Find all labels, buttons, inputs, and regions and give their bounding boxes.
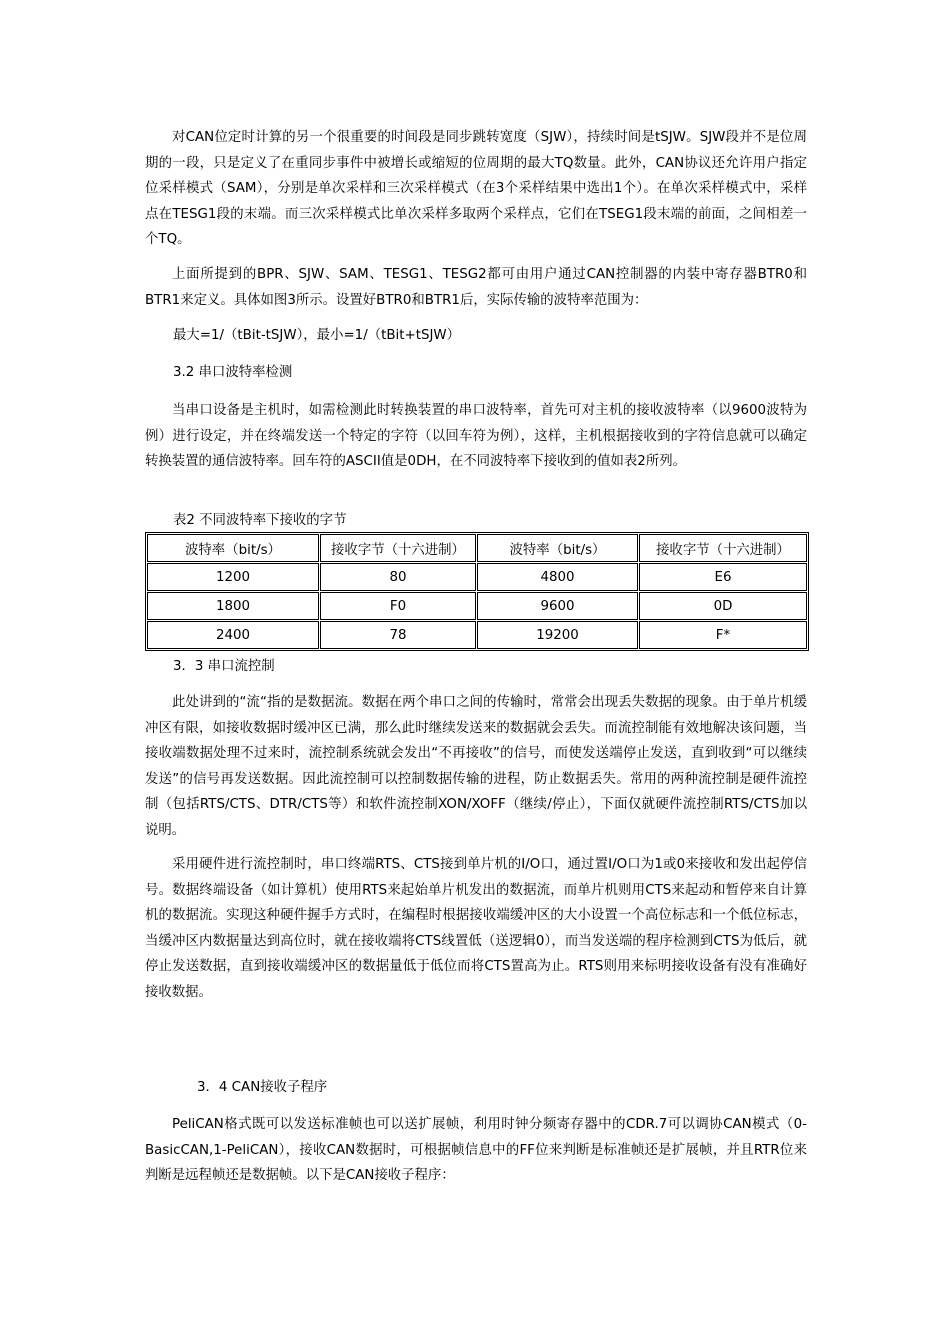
paragraph-can-receive: PeliCAN格式既可以发送标准帧也可以送扩展帧，利用时钟分频寄存器中的CDR.7可以调协CAN模式（0-BasicCAN,1-PeliCAN），接收CAN数据时，可根据帧信息中的FF位来判断是标准帧还是扩展帧，并且RTR位来判断是远程帧还是数据帧。以下是CAN接收子程序：	[145, 1117, 807, 1183]
baud-table	[145, 532, 809, 651]
table-row	[147, 563, 807, 591]
table-cell: 1800	[147, 592, 319, 620]
table-header-cell: 波特率（bit/s）	[477, 534, 638, 562]
paragraph-btr: 上面所提到的BPR、SJW、SAM、TESG1、TESG2都可由用户通过CAN控制器的内装中寄存器BTR0和BTR1来定义。具体如图3所示。设置好BTR0和BTR1后，实际传输的波特率范围为：	[145, 267, 807, 308]
paragraph-baud-detect: 当串口设备是主机时，如需检测此时转换装置的串口波特率，首先可对主机的接收波特率（以9600波特为例）进行设定，并在终端发送一个特定的字符（以回车符为例），这样，主机根据接收到的字符信息就可以确定转换装置的通信波特率。回车符的ASCII值是0DH，在不同波特率下接收到的值如表2所列。	[145, 403, 807, 469]
heading-3-4: 3．4 CAN接收子程序	[197, 1080, 328, 1095]
table-caption: 表2 不同波特率下接收的字节	[173, 513, 347, 528]
table-cell: 0D	[639, 592, 807, 620]
paragraph-sjw: 对CAN位定时计算的另一个很重要的时间段是同步跳转宽度（SJW），持续时间是tSJW。SJW段并不是位周期的一段，只是定义了在重同步事件中被增长或缩短的位周期的最大TQ数量。此外，CAN协议还允许用户指定位采样模式（SAM），分别是单次采样和三次采样模式（在3个采样结果中选出1个）。在单次采样模式中，采样点在TESG1段的末端。而三次采样模式比单次采样多取两个采样点，它们在TSEG1段末端的前面，之间相差一个TQ。	[145, 130, 807, 247]
table-cell: 78	[320, 621, 476, 649]
heading-3-3: 3．3 串口流控制	[173, 659, 275, 674]
table-cell: 80	[320, 563, 476, 591]
table-header-row	[147, 534, 807, 562]
table-cell: 9600	[477, 592, 638, 620]
heading-3-2: 3.2 串口波特率检测	[173, 365, 293, 380]
table-cell: 4800	[477, 563, 638, 591]
table-cell: 2400	[147, 621, 319, 649]
table-row	[147, 621, 807, 649]
table-cell: 1200	[147, 563, 319, 591]
table-cell: 19200	[477, 621, 638, 649]
formula-baud-range: 最大=1/（tBit-tSJW），最小=1/（tBit+tSJW）	[173, 328, 461, 343]
table-cell: E6	[639, 563, 807, 591]
table-cell: F0	[320, 592, 476, 620]
table-row	[147, 592, 807, 620]
table-header-cell: 接收字节（十六进制）	[639, 534, 807, 562]
paragraph-flow-control: 此处讲到的“流“指的是数据流。数据在两个串口之间的传输时，常常会出现丢失数据的现象。由于单片机缓冲区有限，如接收数据时缓冲区已满，那么此时继续发送来的数据就会丢失。而流控制能有效地解决该问题，当接收端数据处理不过来时，流控制系统就会发出“不再接收”的信号，而使发送端停止发送，直到收到“可以继续发送”的信号再发送数据。因此流控制可以控制数据传输的进程，防止数据丢失。常用的两种流控制是硬件流控制（包括RTS/CTS、DTR/CTS等）和软件流控制XON/XOFF（继续/停止），下面仅就硬件流控制RTS/CTS加以说明。	[145, 695, 807, 838]
paragraph-hardware-flow: 采用硬件进行流控制时，串口终端RTS、CTS接到单片机的I/O口，通过置I/O口为1或0来接收和发出起停信号。数据终端设备（如计算机）使用RTS来起始单片机发出的数据流，而单片机则用CTS来起动和暂停来自计算机的数据流。实现这种硬件握手方式时，在编程时根据接收端缓冲区的大小设置一个高位标志和一个低位标志，当缓冲区内数据量达到高位时，就在接收端将CTS线置低（送逻辑0），而当发送端的程序检测到CTS为低后，就停止发送数据，直到接收端缓冲区的数据量低于低位而将CTS置高为止。RTS则用来标明接收设备有没有准确好接收数据。	[145, 857, 807, 1000]
table-header-cell: 波特率（bit/s）	[147, 534, 319, 562]
table-cell: F*	[639, 621, 807, 649]
table-header-cell: 接收字节（十六进制）	[320, 534, 476, 562]
